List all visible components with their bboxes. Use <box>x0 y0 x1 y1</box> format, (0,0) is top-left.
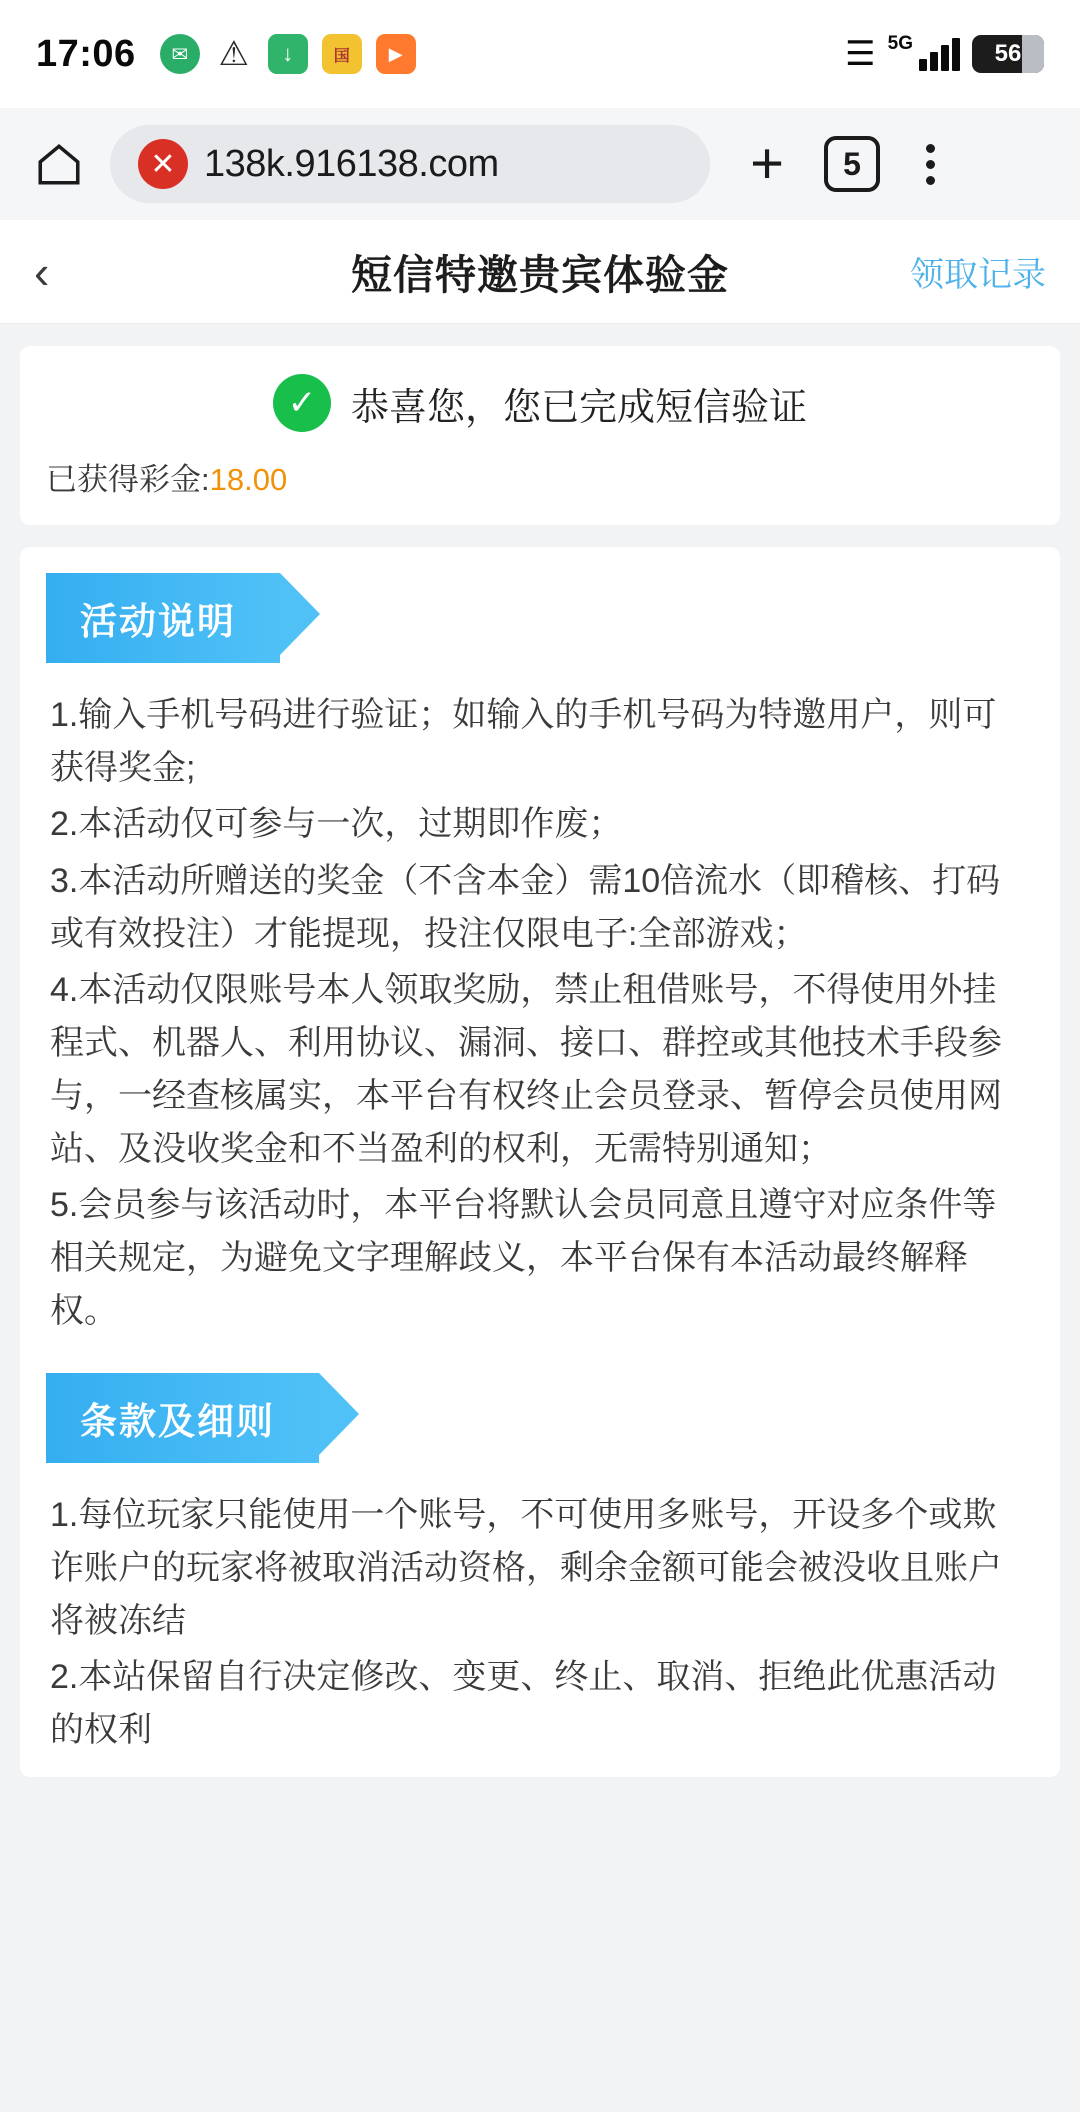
overflow-menu-icon[interactable] <box>902 144 958 185</box>
blocked-site-icon: ✕ <box>138 139 188 189</box>
address-bar[interactable] <box>110 125 710 203</box>
records-link[interactable]: 领取记录 <box>910 256 1046 294</box>
check-circle-icon: ✓ <box>273 374 331 432</box>
verification-status-card <box>20 346 1060 525</box>
url-text: 138k.916138.com <box>204 142 499 185</box>
play-app-icon: ▶ <box>376 34 416 74</box>
bonus-amount-row <box>46 454 1034 499</box>
list-item: 1.输入手机号码进行验证；如输入的手机号码为特邀用户，则可获得奖金; <box>50 696 997 787</box>
list-item: 2.本站保留自行决定修改、变更、终止、取消、拒绝此优惠活动的权利 <box>50 1658 997 1749</box>
bonus-amount-value: 18.00 <box>209 462 288 497</box>
status-system-icons <box>845 35 1044 73</box>
cn-app-icon: 国 <box>322 34 362 74</box>
page-title: 短信特邀贵宾体验金 <box>351 252 729 298</box>
wechat-icon: ✉ <box>160 34 200 74</box>
section-title-activity-rules: 活动说明 <box>46 573 280 663</box>
activity-rules-list <box>20 671 1060 1347</box>
page-content <box>0 324 1080 2112</box>
list-item: 4.本活动仅限账号本人领取奖励，禁止租借账号，不得使用外挂程式、机器人、利用协议、漏洞、接口、群控或其他技术手段参与，一经查核属实，本平台有权终止会员登录、暂停会员使用网站、及没收奖金和不当盈利的权利，无需特别通知； <box>50 971 1002 1168</box>
list-item: 3.本活动所赠送的奖金（不含本金）需10倍流水（即稽核、打码或有效投注）才能提现，投注仅限电子:全部游戏； <box>50 862 1001 953</box>
download-icon: ↓ <box>268 34 308 74</box>
rules-card <box>20 547 1060 1777</box>
network-type-label: 5G <box>887 33 913 54</box>
battery-indicator <box>972 35 1044 73</box>
battery-level-label: 56 <box>994 40 1022 67</box>
status-notification-icons <box>160 34 416 74</box>
list-item: 5.会员参与该活动时，本平台将默认会员同意且遵守对应条件等相关规定，为避免文字理解歧义，本平台保有本活动最终解释权。 <box>50 1186 997 1330</box>
page-header <box>0 220 1080 324</box>
terms-list <box>20 1471 1060 1766</box>
signal-bars-icon <box>919 37 960 71</box>
status-bar <box>0 0 1080 108</box>
browser-toolbar <box>0 108 1080 220</box>
success-row <box>46 374 1034 432</box>
tab-switcher-button[interactable]: 5 <box>824 136 880 192</box>
status-time: 17:06 <box>36 32 136 75</box>
list-item: 1.每位玩家只能使用一个账号，不可使用多账号，开设多个或欺诈账户的玩家将被取消活动资格，剩余金额可能会被没收且账户将被冻结 <box>50 1496 1002 1640</box>
wifi-icon: ☰ <box>845 35 876 73</box>
section-title-terms: 条款及细则 <box>46 1373 319 1463</box>
list-item: 2.本活动仅可参与一次，过期即作废； <box>50 805 623 844</box>
new-tab-button[interactable]: + <box>750 131 784 196</box>
bonus-amount-label: 已获得彩金: <box>46 462 210 497</box>
home-icon[interactable] <box>30 135 88 193</box>
battery-fill <box>1022 35 1044 73</box>
chevron-left-icon[interactable]: ‹ <box>34 245 50 298</box>
warning-icon: ⚠ <box>218 35 249 73</box>
success-message: 恭喜您，您已完成短信验证 <box>350 386 807 429</box>
